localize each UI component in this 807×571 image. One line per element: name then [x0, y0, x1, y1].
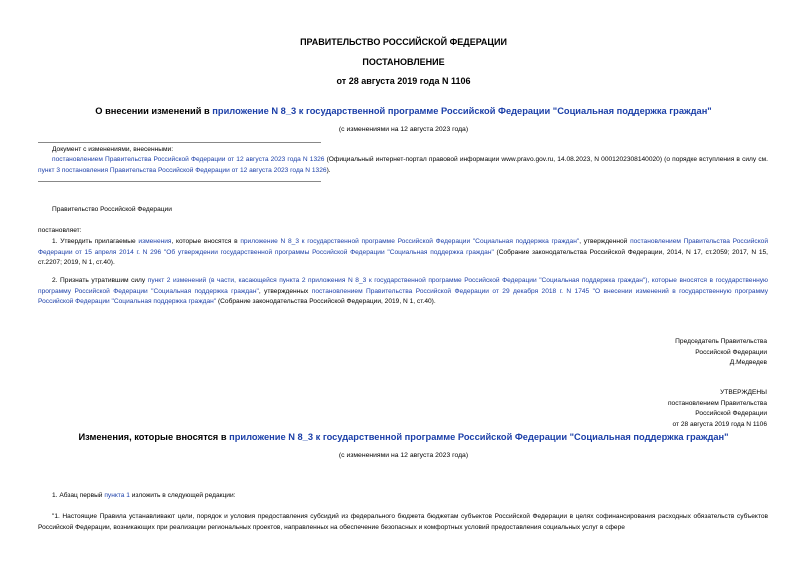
changes-label: Документ с изменениями, внесенными:: [52, 146, 174, 153]
document-date: от 28 августа 2019 года N 1106: [336, 76, 471, 86]
decides-word: постановляет:: [38, 227, 82, 234]
annex-quote: "1. Настоящие Правила устанавливают цели, порядок и условия предоставления субсидий из федерального бюджета бюджетам субъектов Российской Федерации в целях софинансирования расходных обязательств субъектов Российской Федерации, возникающих при реализации региональных проектов, направленных на обеспечение безопасных и комфортных условий предоставления социальных услуг в сфере: [38, 513, 768, 531]
annex-title: [0, 432, 807, 442]
annex-item-1-link[interactable]: пункта 1: [104, 492, 130, 499]
signature-title: Председатель Правительства: [675, 338, 767, 345]
annex-title-link[interactable]: приложение N 8_3 к государственной программе Российской Федерации "Социальная поддержка граждан": [229, 432, 729, 442]
approval-by: постановлением Правительства: [667, 399, 767, 407]
p2-link-point2[interactable]: пункт 2 изменений (в части, касающейся пункта 2 приложения N 8_3 к государственной программе Российской Федерации "Социальная поддержка граждан"), которые вносятся в государственную программу Российской Федерации "Социальная поддержка граждан": [38, 277, 768, 295]
signature-name: Д.Медведев: [729, 359, 767, 367]
p1-link-annex[interactable]: приложение N 8_3 к государственной программе Российской Федерации "Социальная поддержка граждан": [240, 238, 580, 245]
title-revision-note: (с изменениями на 12 августа 2023 года): [338, 126, 469, 133]
government-line: Правительство Российской Федерации: [52, 206, 172, 213]
signature-block: [675, 337, 767, 369]
p2-link-resolution-1745[interactable]: постановлением Правительства Российской Федерации от 29 декабря 2018 г. N 1745 "О внесении изменений в государственную программу Российской Федерации "Социальная поддержка граждан": [38, 287, 769, 305]
government-heading: ПРАВИТЕЛЬСТВО РОССИЙСКОЙ ФЕДЕРАЦИИ: [300, 37, 507, 47]
p1-link-resolution-296[interactable]: постановлением Правительства Российской Федерации от 15 апреля 2014 г. N 296 "Об утверждении государственной программы Российской Федерации "Социальная поддержка граждан": [38, 238, 769, 256]
annex-title-prefix: Изменения, которые вносятся в: [78, 432, 230, 442]
approval-word: УТВЕРЖДЕНЫ: [720, 389, 767, 396]
changes-bottom-rule: [38, 181, 321, 182]
approval-date: от 28 августа 2019 года N 1106: [672, 420, 767, 428]
p1-link-changes[interactable]: изменения: [138, 238, 172, 245]
approval-org: Российской Федерации: [695, 410, 767, 418]
paragraph-2: 2. Признать утратившим силу пункт 2 изменений (в части, касающейся пункта 2 приложения N 8_3 к государственной программе Российской Федерации "Социальная поддержка граждан"), которые вносятся в государственную программу Российской Федерации "Социальная поддержка граждан", утвержденных постановлением Правительства Российской Федерации от 29 декабря 2018 г. N 1745 "О внесении изменений в государственную программу Российской Федерации "Социальная поддержка граждан" (Собрание законодательства Российской Федерации, 2019, N 1, ст.40).: [38, 277, 769, 305]
approval-block: [668, 388, 767, 430]
document-type: ПОСТАНОВЛЕНИЕ: [362, 57, 445, 67]
document-title: [0, 106, 807, 116]
changes-top-rule: [38, 142, 321, 143]
changes-link-1326[interactable]: постановлением Правительства Российской Федерации от 12 августа 2023 года N 1326: [52, 156, 325, 163]
annex-revision-note: (с изменениями на 12 августа 2023 года): [338, 452, 469, 459]
title-prefix: О внесении изменений в: [95, 106, 213, 116]
annex-item-1: 1. Абзац первый пункта 1 изложить в следующей редакции:: [52, 492, 236, 499]
title-annex-link[interactable]: приложение N 8_3 к государственной программе Российской Федерации "Социальная поддержка граждан": [212, 106, 712, 116]
changes-text: постановлением Правительства Российской Федерации от 12 августа 2023 года N 1326 (Официальный интернет-портал правовой информации www.pravo.gov.ru, 14.08.2023, N 0001202308140020) (о порядке вступления в силу см. пункт 3 постановления Правительства Российской Федерации от 12 августа 2023 года N 1326).: [38, 156, 768, 174]
paragraph-1: 1. Утвердить прилагаемые изменения, которые вносятся в приложение N 8_3 к государственной программе Российской Федерации "Социальная поддержка граждан", утвержденной постановлением Правительства Российской Федерации от 15 апреля 2014 г. N 296 "Об утверждении государственной программы Российской Федерации "Социальная поддержка граждан" (Собрание законодательства Российской Федерации, 2014, N 17, ст.2059; 2017, N 15, ст.2207; 2019, N 1, ст.40).: [38, 238, 769, 266]
signature-org: Российской Федерации: [695, 348, 767, 356]
changes-link-point3[interactable]: пункт 3 постановления Правительства Российской Федерации от 12 августа 2023 года N 1326: [38, 166, 327, 174]
